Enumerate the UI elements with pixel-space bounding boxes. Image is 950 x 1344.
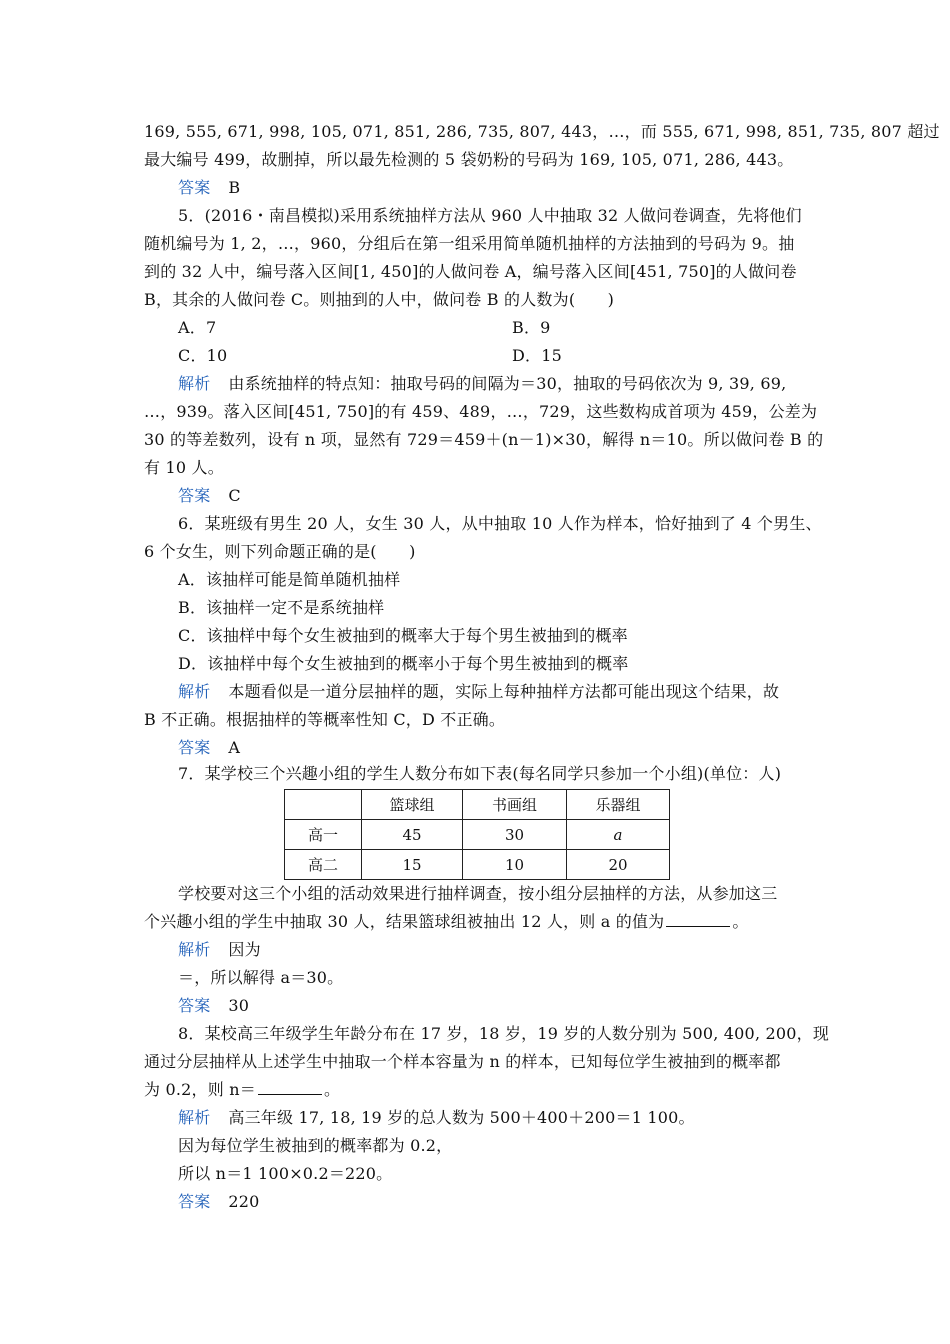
analysis-label: 解析: [178, 1108, 211, 1127]
table-header-cell: 乐器组: [567, 790, 670, 820]
analysis-label: 解析: [178, 682, 211, 701]
analysis-label: 解析: [178, 940, 211, 959]
answer-value: C: [228, 486, 241, 505]
text-span: 为 0.2，则 n＝: [144, 1080, 256, 1099]
question-8-stem: 8．某校高三年级学生年龄分布在 17 岁，18 岁，19 岁的人数分别为 500, 400, 200，现: [178, 1024, 830, 1043]
table-row: [285, 850, 670, 880]
text-line: [144, 1080, 812, 1100]
option-d: D．该抽样中每个女生被抽到的概率小于每个男生被抽到的概率: [178, 654, 629, 673]
option-d: D．15: [512, 346, 562, 365]
fill-blank: [258, 1080, 322, 1095]
analysis-text: 高三年级 17, 18, 19 岁的总人数为 500＋400＋200＝1 100。: [228, 1108, 695, 1127]
text-line: [144, 912, 812, 932]
question-7-stem: 7．某学校三个兴趣小组的学生人数分布如下表(每名同学只参加一个小组)(单位：人): [178, 764, 782, 783]
option-c: C．该抽样中每个女生被抽到的概率大于每个男生被抽到的概率: [178, 626, 628, 645]
option-a: A．该抽样可能是简单随机抽样: [178, 570, 401, 589]
analysis-label: 解析: [178, 374, 211, 393]
text-line: 6 个女生，则下列命题正确的是( ): [144, 542, 416, 561]
text-line: 随机编号为 1, 2，…，960，分组后在第一组采用简单随机抽样的方法抽到的号码为 9。抽: [144, 234, 795, 253]
table-cell: 高一: [285, 820, 362, 850]
text-line: 最大编号 499，故删掉，所以最先检测的 5 袋奶粉的号码为 169, 105, 071, 286, 443。: [144, 150, 794, 169]
analysis-text: 由系统抽样的特点知：抽取号码的间隔为＝30，抽取的号码依次为 9, 39, 69,: [228, 374, 787, 393]
text-span: 个兴趣小组的学生中抽取 30 人，结果篮球组被抽出 12 人，则 a 的值为: [144, 912, 665, 931]
text-line: 通过分层抽样从上述学生中抽取一个样本容量为 n 的样本，已知每位学生被抽到的概率都: [144, 1052, 781, 1071]
answer-label: 答案: [178, 996, 211, 1015]
options-row: [178, 346, 846, 366]
text-line: 169, 555, 671, 998, 105, 071, 851, 286, 735, 807, 443，…，而 555, 671, 998, 851, 735, 807 超过: [144, 122, 940, 141]
analysis-line-q7: [178, 940, 846, 960]
answer-line-q8: [178, 1192, 846, 1212]
analysis-line-q5: [178, 374, 846, 394]
table-cell: 20: [567, 850, 670, 880]
text-line: 因为每位学生被抽到的概率都为 0.2，: [178, 1136, 453, 1155]
option-a: A．7: [178, 318, 217, 337]
analysis-text: 本题看似是一道分层抽样的题，实际上每种抽样方法都可能出现这个结果，故: [228, 682, 780, 701]
fill-blank: [666, 912, 730, 927]
answer-value: 30: [228, 996, 250, 1015]
table-header-cell: 书画组: [463, 790, 567, 820]
table-cell: 15: [362, 850, 463, 880]
analysis-line-q6: [178, 682, 846, 702]
table-cell: [285, 790, 362, 820]
answer-value: B: [228, 178, 241, 197]
interest-group-table: [284, 789, 670, 880]
answer-value: A: [228, 738, 241, 757]
table-cell: 10: [463, 850, 567, 880]
table-cell: 30: [463, 820, 567, 850]
table-cell: 高二: [285, 850, 362, 880]
analysis-line-q8: [178, 1108, 846, 1128]
analysis-text: 因为: [228, 940, 261, 959]
option-b: B．9: [512, 318, 551, 337]
answer-label: 答案: [178, 738, 211, 757]
answer-line-q7: [178, 996, 846, 1016]
option-c: C．10: [178, 346, 228, 365]
text-line: 到的 32 人中，编号落入区间[1, 450]的人做问卷 A，编号落入区间[451, 750]的人做问卷: [144, 262, 797, 281]
answer-line-q5: [178, 486, 846, 506]
text-line: B 不正确。根据抽样的等概率性知 C，D 不正确。: [144, 710, 506, 729]
answer-label: 答案: [178, 1192, 211, 1211]
text-line: …，939。落入区间[451, 750]的有 459、489，…，729，这些数构成首项为 459，公差为: [144, 402, 818, 421]
table-header-cell: 篮球组: [362, 790, 463, 820]
text-line: 所以 n＝1 100×0.2＝220。: [178, 1164, 393, 1183]
text-line: 学校要对这三个小组的活动效果进行抽样调查，按小组分层抽样的方法，从参加这三: [178, 884, 778, 903]
answer-label: 答案: [178, 178, 211, 197]
text-line: B，其余的人做问卷 C。则抽到的人中，做问卷 B 的人数为( ): [144, 290, 615, 309]
options-row: [178, 318, 846, 338]
answer-line-q4: [178, 178, 846, 198]
table-row: [285, 820, 670, 850]
text-span: 。: [323, 1080, 341, 1099]
question-5-stem: 5．(2016・南昌模拟)采用系统抽样方法从 960 人中抽取 32 人做问卷调查，先将他们: [178, 206, 802, 225]
question-6-stem: 6．某班级有男生 20 人，女生 30 人，从中抽取 10 人作为样本，恰好抽到了 4 个男生、: [178, 514, 822, 533]
table-cell: a: [567, 820, 670, 850]
table-cell: 45: [362, 820, 463, 850]
text-line: 30 的等差数列，设有 n 项，显然有 729＝459＋(n－1)×30，解得 n＝10。所以做问卷 B 的: [144, 430, 824, 449]
text-span: 。: [732, 912, 749, 931]
answer-line-q6: [178, 738, 846, 758]
option-b: B．该抽样一定不是系统抽样: [178, 598, 385, 617]
answer-value: 220: [228, 1192, 260, 1211]
text-line: 有 10 人。: [144, 458, 224, 477]
answer-label: 答案: [178, 486, 211, 505]
table-header-row: [285, 790, 670, 820]
text-line: ＝，所以解得 a＝30。: [178, 968, 344, 987]
